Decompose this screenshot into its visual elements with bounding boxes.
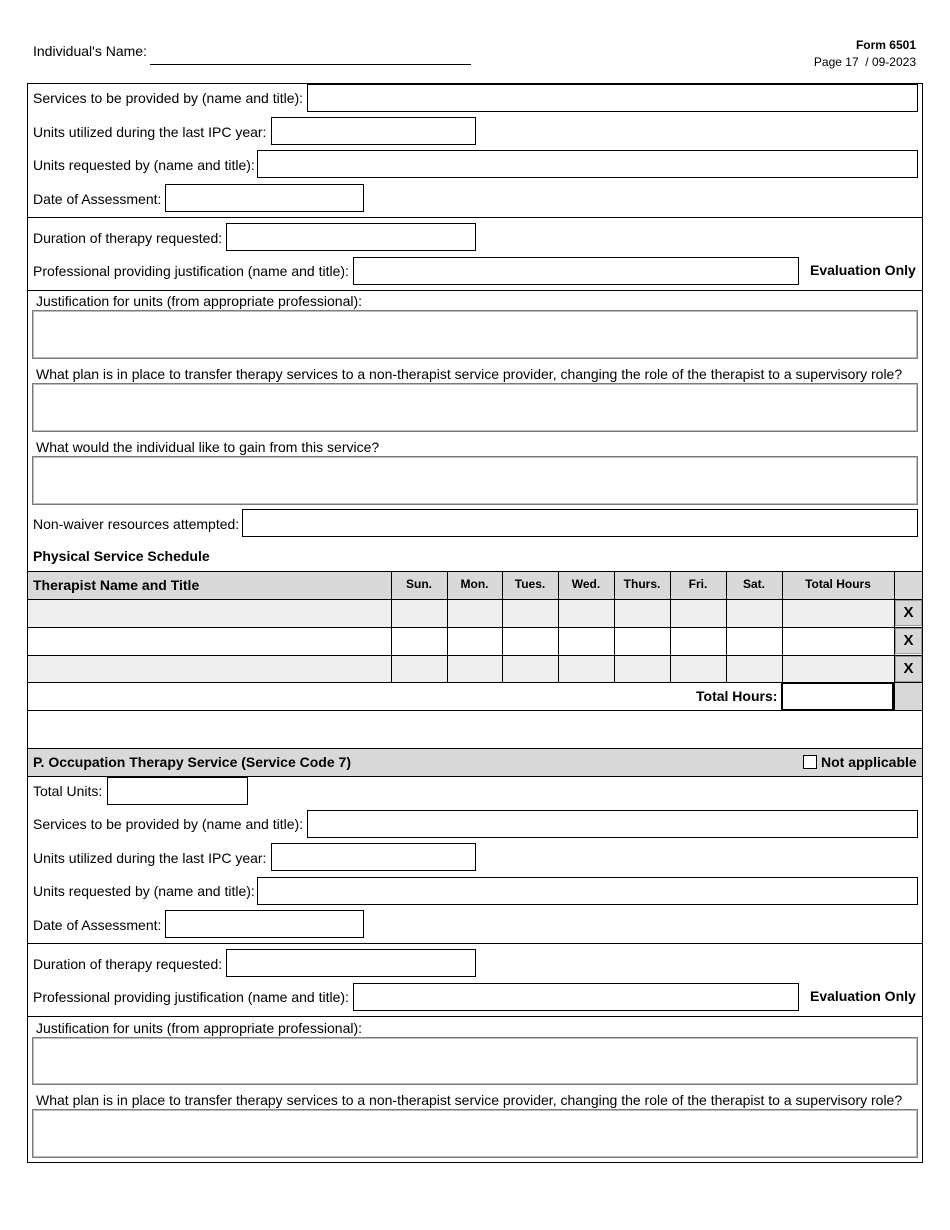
total-hours-spacer (895, 683, 922, 710)
professional-label: Professional providing justification (name and title): (33, 263, 349, 279)
col-divider (726, 571, 727, 683)
col-wed: Wed. (571, 577, 601, 591)
gain-textarea[interactable] (32, 456, 918, 505)
p-units-utilized-input[interactable] (271, 843, 476, 871)
col-therapist: Therapist Name and Title (33, 577, 200, 593)
not-applicable-label: Not applicable (821, 754, 917, 770)
col-total-hours: Total Hours (805, 577, 871, 591)
services-input[interactable] (307, 84, 918, 112)
date-assessment-label: Date of Assessment: (33, 191, 162, 207)
p-date-assessment-label: Date of Assessment: (33, 917, 162, 933)
units-requested-label: Units requested by (name and title): (33, 157, 255, 173)
p-units-requested-label: Units requested by (name and title): (33, 883, 255, 899)
p-date-assessment-input[interactable] (165, 910, 364, 938)
p-units-requested-input[interactable] (257, 877, 918, 905)
professional-input[interactable] (353, 257, 799, 285)
plan-label: What plan is in place to transfer therapy services to a non-therapist service provider, changing the role of the therapist to a supervisory role? (36, 366, 903, 382)
divider (27, 290, 923, 291)
p-duration-label: Duration of therapy requested: (33, 956, 223, 972)
nonwaiver-label: Non-waiver resources attempted: (33, 516, 240, 532)
total-units-input[interactable] (107, 777, 248, 805)
row-divider (28, 655, 922, 656)
form-number: Form 6501 (855, 38, 916, 52)
p-plan-textarea[interactable] (32, 1109, 918, 1158)
p-units-utilized-label: Units utilized during the last IPC year: (33, 850, 267, 866)
col-fri: Fri. (688, 577, 708, 591)
table-row[interactable] (28, 600, 894, 627)
total-units-label: Total Units: (33, 783, 103, 799)
individual-name-label: Individual's Name: (33, 43, 147, 59)
schedule-title: Physical Service Schedule (33, 548, 210, 564)
p-professional-label: Professional providing justification (name and title): (33, 989, 349, 1005)
col-divider (782, 571, 783, 683)
p-services-label: Services to be provided by (name and title): (33, 816, 304, 832)
services-label: Services to be provided by (name and title): (33, 90, 304, 106)
table-row[interactable] (28, 628, 894, 655)
col-divider (614, 571, 615, 683)
col-divider (502, 571, 503, 683)
divider (27, 943, 923, 944)
individual-name-field[interactable] (150, 64, 471, 65)
p-plan-label: What plan is in place to transfer therapy services to a non-therapist service provider, changing the role of the therapist to a supervisory role? (36, 1092, 903, 1108)
col-divider (670, 571, 671, 683)
p-justification-label: Justification for units (from appropriate professional): (36, 1020, 363, 1036)
total-hours-value (781, 682, 894, 711)
p-justification-textarea[interactable] (32, 1037, 918, 1085)
date-assessment-input[interactable] (165, 184, 364, 212)
evaluation-only-label: Evaluation Only (810, 262, 916, 278)
col-mon: Mon. (460, 577, 489, 591)
justification-textarea[interactable] (32, 310, 918, 359)
col-divider (447, 571, 448, 683)
page-info: Page 17 / 09-2023 (813, 55, 916, 69)
section-p-title: P. Occupation Therapy Service (Service Code 7) (33, 754, 351, 770)
duration-input[interactable] (226, 223, 476, 251)
units-requested-input[interactable] (257, 150, 918, 178)
plan-textarea[interactable] (32, 383, 918, 432)
col-divider (391, 571, 392, 683)
not-applicable-checkbox[interactable] (803, 755, 817, 769)
units-utilized-label: Units utilized during the last IPC year: (33, 124, 267, 140)
justification-label: Justification for units (from appropriate professional): (36, 293, 363, 309)
col-divider (558, 571, 559, 683)
p-services-input[interactable] (307, 810, 918, 838)
units-utilized-input[interactable] (271, 117, 476, 145)
delete-row-button[interactable]: X (895, 628, 922, 654)
col-sat: Sat. (742, 577, 765, 591)
nonwaiver-input[interactable] (242, 509, 918, 537)
col-tues: Tues. (514, 577, 546, 591)
table-row[interactable] (28, 656, 894, 683)
total-hours-label: Total Hours: (696, 688, 778, 704)
p-duration-input[interactable] (226, 949, 476, 977)
col-thurs: Thurs. (623, 577, 661, 591)
row-divider (28, 627, 922, 628)
divider (27, 217, 923, 218)
delete-row-button[interactable]: X (895, 600, 922, 626)
gain-label: What would the individual like to gain from this service? (36, 439, 380, 455)
divider (27, 1016, 923, 1017)
p-professional-input[interactable] (353, 983, 799, 1011)
col-sun: Sun. (406, 577, 432, 591)
p-evaluation-only-label: Evaluation Only (810, 988, 916, 1004)
delete-row-button[interactable]: X (895, 656, 922, 682)
duration-label: Duration of therapy requested: (33, 230, 223, 246)
